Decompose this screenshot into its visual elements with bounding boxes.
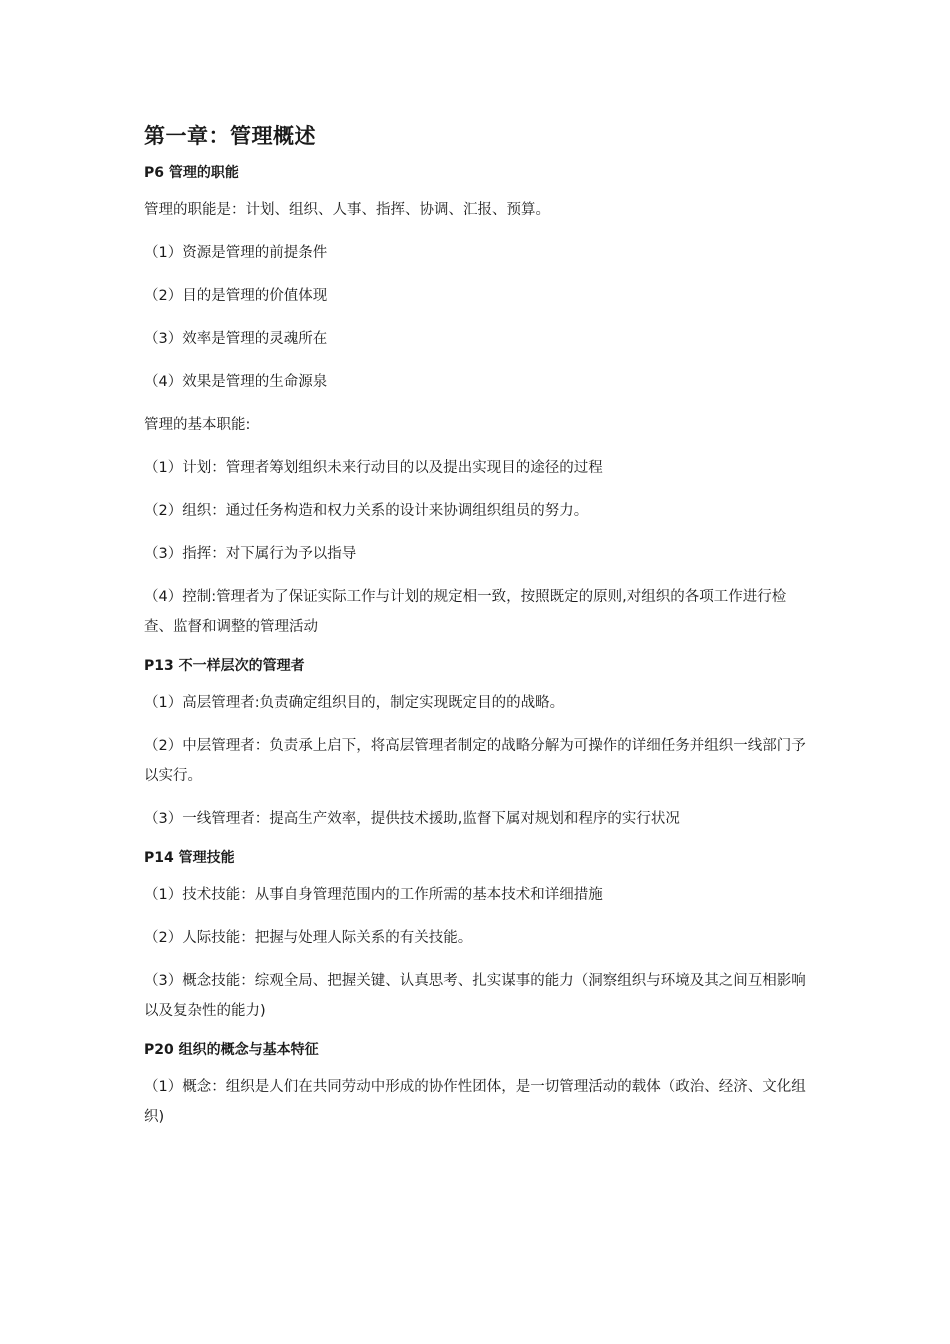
document-content <box>144 118 812 1145</box>
paragraph: （2）中层管理者：负责承上启下，将高层管理者制定的战略分解为可操作的详细任务并组织一线部门予以实行。 <box>144 738 806 784</box>
section-heading: P20 组织的概念与基本特征 <box>144 1042 319 1058</box>
paragraph: （1）概念：组织是人们在共同劳动中形成的协作性团体，是一切管理活动的载体（政治、经济、文化组织) <box>144 1079 806 1125</box>
paragraph: （3）概念技能：综观全局、把握关键、认真思考、扎实谋事的能力（洞察组织与环境及其之间互相影响以及复杂性的能力) <box>144 973 806 1019</box>
paragraph: （1）资源是管理的前提条件 <box>144 245 328 261</box>
paragraph: （2）目的是管理的价值体现 <box>144 288 328 304</box>
paragraph: （1）高层管理者:负责确定组织目的，制定实现既定目的的战略。 <box>144 695 565 711</box>
paragraph: （2）组织：通过任务构造和权力关系的设计来协调组织组员的努力。 <box>144 503 589 519</box>
section-organization-concept <box>144 1039 812 1132</box>
section-management-skills <box>144 847 812 1026</box>
paragraph: （1）技术技能：从事自身管理范围内的工作所需的基本技术和详细措施 <box>144 887 603 903</box>
paragraph: 管理的基本职能: <box>144 417 251 433</box>
paragraph: （4）控制:管理者为了保证实际工作与计划的规定相一致，按照既定的原则,对组织的各项工作进行检查、监督和调整的管理活动 <box>144 589 787 635</box>
paragraph: （3）一线管理者：提高生产效率，提供技术援助,监督下属对规划和程序的实行状况 <box>144 811 680 827</box>
paragraph: （3）效率是管理的灵魂所在 <box>144 331 328 347</box>
section-heading: P13 不一样层次的管理者 <box>144 658 305 674</box>
paragraph: （3）指挥：对下属行为予以指导 <box>144 546 357 562</box>
section-heading: P6 管理的职能 <box>144 165 239 181</box>
paragraph: （2）人际技能：把握与处理人际关系的有关技能。 <box>144 930 473 946</box>
chapter-title: 第一章：管理概述 <box>144 124 316 148</box>
section-heading: P14 管理技能 <box>144 850 235 866</box>
paragraph: 管理的职能是：计划、组织、人事、指挥、协调、汇报、预算。 <box>144 202 550 218</box>
paragraph: （1）计划：管理者筹划组织未来行动目的以及提出实现目的途径的过程 <box>144 460 603 476</box>
paragraph: （4）效果是管理的生命源泉 <box>144 374 328 390</box>
section-management-functions <box>144 162 812 642</box>
section-manager-levels <box>144 655 812 834</box>
